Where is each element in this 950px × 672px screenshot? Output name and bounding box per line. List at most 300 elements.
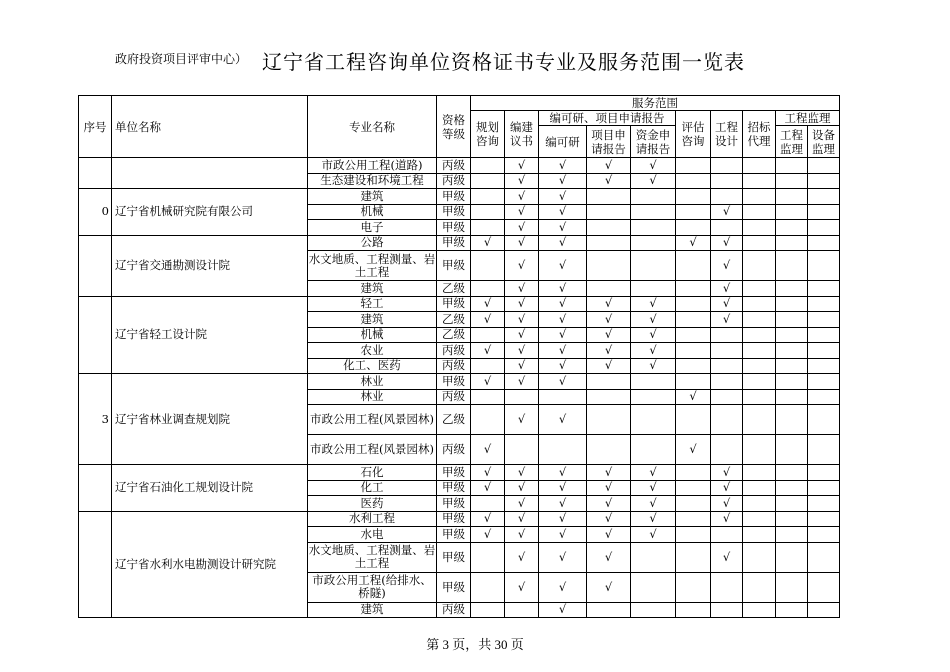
scope-cell: [711, 343, 743, 359]
scope-cell: [587, 511, 631, 527]
check-mark: √: [558, 480, 567, 495]
scope-cell: [631, 511, 676, 527]
scope-cell: [505, 189, 539, 205]
scope-cell: [471, 435, 505, 465]
scope-cell: [631, 296, 676, 312]
grade-cell: 丙级: [437, 602, 471, 618]
scope-cell: [808, 465, 840, 481]
grade-cell: 甲级: [437, 235, 471, 251]
scope-cell: [631, 204, 676, 220]
scope-cell: [471, 374, 505, 390]
scope-cell: [587, 374, 631, 390]
check-mark: √: [689, 235, 697, 250]
scope-cell: [676, 343, 711, 359]
scope-cell: [587, 527, 631, 543]
check-mark: √: [558, 235, 567, 250]
scope-cell: [676, 389, 711, 405]
grade-cell: 乙级: [437, 312, 471, 328]
scope-cell: [676, 511, 711, 527]
scope-cell: [676, 602, 711, 618]
check-mark: √: [517, 342, 526, 357]
scope-cell: [471, 189, 505, 205]
scope-cell: [776, 527, 808, 543]
scope-cell: [505, 343, 539, 359]
specialty-cell: 水文地质、工程测量、岩土工程: [308, 543, 436, 570]
unit-name-cell: [112, 158, 308, 189]
scope-cell: [711, 542, 743, 572]
scope-cell: [471, 496, 505, 512]
check-mark: √: [604, 311, 613, 326]
scope-cell: [676, 480, 711, 496]
check-mark: √: [517, 549, 526, 564]
check-mark: √: [604, 579, 613, 594]
check-mark: √: [649, 296, 657, 311]
scope-cell: [743, 465, 776, 481]
scope-cell: [743, 358, 776, 374]
scope-cell: [505, 527, 539, 543]
page-footer: 第 3 页，共 30 页: [426, 637, 524, 652]
check-mark: √: [558, 464, 567, 479]
scope-cell: [776, 220, 808, 236]
check-mark: √: [517, 373, 526, 388]
check-mark: √: [689, 389, 697, 404]
scope-cell: [587, 602, 631, 618]
scope-cell: [776, 189, 808, 205]
scope-cell: [676, 572, 711, 602]
scope-cell: [776, 281, 808, 297]
seq-cell: 3: [79, 374, 112, 465]
scope-cell: [471, 511, 505, 527]
scope-cell: [743, 435, 776, 465]
scope-cell: [539, 358, 587, 374]
scope-cell: [539, 527, 587, 543]
scope-cell: [471, 358, 505, 374]
scope-cell: [471, 296, 505, 312]
scope-cell: [631, 189, 676, 205]
check-mark: √: [689, 442, 697, 456]
scope-cell: [711, 281, 743, 297]
scope-cell: [676, 220, 711, 236]
scope-cell: [676, 235, 711, 251]
scope-cell: [776, 465, 808, 481]
check-mark: √: [649, 526, 657, 541]
scope-cell: [587, 465, 631, 481]
scope-cell: [776, 542, 808, 572]
scope-cell: [471, 343, 505, 359]
grade-cell: 乙级: [437, 281, 471, 297]
check-mark: √: [649, 157, 657, 172]
specialty-cell: 林业: [308, 374, 437, 390]
scope-cell: [505, 173, 539, 189]
scope-cell: [587, 389, 631, 405]
header-specialty: 专业名称: [308, 96, 437, 158]
scope-cell: [711, 527, 743, 543]
check-mark: √: [558, 495, 567, 510]
scope-cell: [808, 435, 840, 465]
scope-cell: [711, 374, 743, 390]
scope-cell: [743, 251, 776, 281]
check-mark: √: [649, 480, 657, 495]
check-mark: √: [517, 579, 526, 594]
scope-cell: [808, 527, 840, 543]
scope-cell: [676, 542, 711, 572]
check-mark: √: [517, 188, 526, 203]
scope-cell: [505, 511, 539, 527]
scope-cell: [587, 158, 631, 174]
scope-cell: [539, 327, 587, 343]
grade-cell: 甲级: [437, 204, 471, 220]
scope-cell: [505, 435, 539, 465]
scope-cell: [505, 220, 539, 236]
check-mark: √: [517, 280, 526, 295]
scope-cell: [808, 343, 840, 359]
scope-cell: [776, 235, 808, 251]
scope-cell: [676, 374, 711, 390]
scope-cell: [505, 251, 539, 281]
check-mark: √: [558, 258, 567, 272]
check-mark: √: [722, 235, 731, 250]
check-mark: √: [604, 173, 613, 188]
check-mark: √: [722, 495, 731, 510]
check-mark: √: [558, 296, 567, 311]
scope-cell: [471, 158, 505, 174]
scope-cell: [776, 572, 808, 602]
grade-cell: 丙级: [437, 343, 471, 359]
check-mark: √: [722, 311, 731, 326]
header-design: 工程设计: [711, 111, 743, 158]
table-row: [79, 296, 840, 312]
unit-name-cell: 辽宁省交通勘测设计院: [112, 235, 308, 296]
scope-cell: [743, 511, 776, 527]
scope-cell: [505, 312, 539, 328]
scope-cell: [471, 405, 505, 435]
scope-cell: [808, 496, 840, 512]
header-feas-group: 编可研、项目申请报告: [539, 111, 676, 126]
scope-cell: [587, 296, 631, 312]
scope-cell: [587, 405, 631, 435]
grade-cell: 甲级: [437, 189, 471, 205]
check-mark: √: [517, 480, 526, 495]
header-grade: 资格等级: [437, 96, 471, 158]
check-mark: √: [517, 235, 526, 250]
scope-cell: [505, 496, 539, 512]
scope-cell: [808, 405, 840, 435]
scope-cell: [808, 281, 840, 297]
scope-cell: [539, 374, 587, 390]
scope-cell: [505, 405, 539, 435]
scope-cell: [539, 189, 587, 205]
scope-cell: [471, 542, 505, 572]
check-mark: √: [604, 511, 613, 526]
scope-cell: [539, 435, 587, 465]
table-row: [79, 189, 840, 205]
scope-cell: [776, 496, 808, 512]
specialty-cell: 建筑: [308, 312, 437, 328]
scope-cell: [676, 251, 711, 281]
specialty-cell: 水文地质、工程测量、岩土工程: [308, 251, 436, 279]
check-mark: √: [483, 296, 492, 311]
grade-cell: 甲级: [437, 251, 471, 281]
scope-cell: [631, 312, 676, 328]
scope-cell: [711, 389, 743, 405]
specialty-cell: 医药: [308, 496, 437, 512]
scope-cell: [539, 465, 587, 481]
grade-cell: 乙级: [437, 327, 471, 343]
scope-cell: [711, 435, 743, 465]
scope-cell: [808, 602, 840, 618]
check-mark: √: [649, 327, 657, 342]
scope-cell: [776, 173, 808, 189]
scope-cell: [808, 511, 840, 527]
scope-cell: [471, 251, 505, 281]
specialty-cell: 机械: [308, 327, 437, 343]
scope-cell: [505, 465, 539, 481]
grade-cell: 乙级: [437, 405, 471, 435]
specialty-cell: 生态建设和环境工程: [308, 173, 437, 189]
check-mark: √: [558, 358, 567, 373]
scope-cell: [676, 204, 711, 220]
scope-cell: [711, 220, 743, 236]
scope-cell: [587, 312, 631, 328]
scope-cell: [676, 312, 711, 328]
scope-cell: [587, 542, 631, 572]
scope-cell: [505, 358, 539, 374]
scope-cell: [711, 327, 743, 343]
check-mark: √: [604, 480, 613, 495]
scope-cell: [631, 235, 676, 251]
scope-cell: [808, 204, 840, 220]
specialty-cell: 市政公用工程(风景园林): [308, 435, 437, 465]
table-row: [79, 235, 840, 251]
scope-cell: [808, 235, 840, 251]
scope-cell: [743, 480, 776, 496]
check-mark: √: [604, 296, 613, 311]
check-mark: √: [483, 373, 492, 388]
check-mark: √: [649, 342, 657, 357]
check-mark: √: [483, 235, 492, 250]
scope-cell: [505, 389, 539, 405]
header-sup-eng: 工程监理: [776, 126, 808, 158]
scope-cell: [471, 173, 505, 189]
scope-cell: [539, 542, 587, 572]
grade-cell: 甲级: [437, 465, 471, 481]
seq-cell: 0: [79, 189, 112, 236]
scope-cell: [471, 602, 505, 618]
scope-cell: [711, 296, 743, 312]
scope-cell: [587, 173, 631, 189]
check-mark: √: [649, 311, 657, 326]
scope-cell: [539, 602, 587, 618]
scope-cell: [711, 251, 743, 281]
scope-cell: [471, 480, 505, 496]
scope-cell: [539, 173, 587, 189]
specialty-cell: 公路: [308, 235, 437, 251]
scope-cell: [676, 465, 711, 481]
specialty-cell: 轻工: [308, 296, 437, 312]
scope-cell: [471, 572, 505, 602]
scope-cell: [711, 511, 743, 527]
check-mark: √: [517, 204, 526, 219]
specialty-cell: 建筑: [308, 189, 437, 205]
scope-cell: [676, 496, 711, 512]
scope-cell: [776, 435, 808, 465]
check-mark: √: [517, 358, 526, 373]
scope-cell: [631, 496, 676, 512]
scope-cell: [743, 296, 776, 312]
specialty-cell: 市政公用工程(道路): [308, 158, 437, 174]
scope-cell: [631, 374, 676, 390]
check-mark: √: [604, 342, 613, 357]
scope-cell: [711, 358, 743, 374]
scope-cell: [539, 204, 587, 220]
scope-cell: [505, 480, 539, 496]
scope-cell: [808, 542, 840, 572]
scope-cell: [808, 358, 840, 374]
scope-cell: [631, 251, 676, 281]
grade-cell: 甲级: [437, 542, 471, 572]
check-mark: √: [722, 464, 731, 479]
scope-cell: [711, 496, 743, 512]
scope-cell: [587, 358, 631, 374]
scope-cell: [471, 465, 505, 481]
scope-cell: [505, 158, 539, 174]
scope-cell: [631, 327, 676, 343]
scope-cell: [676, 405, 711, 435]
scope-cell: [539, 281, 587, 297]
scope-cell: [743, 496, 776, 512]
scope-cell: [539, 251, 587, 281]
grade-cell: 丙级: [437, 389, 471, 405]
scope-cell: [539, 235, 587, 251]
specialty-cell: 水电: [308, 527, 437, 543]
scope-cell: [631, 389, 676, 405]
header-feas: 编可研: [539, 126, 587, 158]
scope-cell: [711, 572, 743, 602]
scope-cell: [711, 158, 743, 174]
table-row: [79, 158, 840, 174]
scope-cell: [631, 435, 676, 465]
scope-cell: [711, 204, 743, 220]
org-name: 政府投资项目评审中心）: [115, 52, 248, 66]
check-mark: √: [558, 311, 567, 326]
header-plan: 规划咨询: [471, 111, 505, 158]
check-mark: √: [722, 258, 731, 272]
scope-cell: [587, 251, 631, 281]
scope-cell: [808, 296, 840, 312]
scope-cell: [776, 204, 808, 220]
scope-cell: [676, 358, 711, 374]
seq-cell: [79, 158, 112, 189]
specialty-cell: 建筑: [308, 281, 437, 297]
check-mark: √: [558, 526, 567, 541]
scope-cell: [587, 327, 631, 343]
scope-cell: [743, 189, 776, 205]
scope-cell: [776, 327, 808, 343]
scope-cell: [505, 602, 539, 618]
check-mark: √: [517, 258, 526, 272]
check-mark: √: [604, 549, 613, 564]
scope-cell: [711, 480, 743, 496]
grade-cell: 甲级: [437, 572, 471, 602]
scope-cell: [539, 343, 587, 359]
scope-cell: [711, 465, 743, 481]
scope-cell: [631, 465, 676, 481]
check-mark: √: [558, 173, 567, 188]
grade-cell: 甲级: [437, 511, 471, 527]
check-mark: √: [517, 464, 526, 479]
grade-cell: 丙级: [437, 358, 471, 374]
scope-cell: [711, 405, 743, 435]
check-mark: √: [483, 342, 492, 357]
scope-cell: [743, 542, 776, 572]
scope-cell: [539, 389, 587, 405]
header-bid: 招标代理: [743, 111, 776, 158]
check-mark: √: [558, 342, 567, 357]
grade-cell: 甲级: [437, 296, 471, 312]
scope-cell: [471, 527, 505, 543]
grade-cell: 甲级: [437, 220, 471, 236]
check-mark: √: [517, 511, 526, 526]
check-mark: √: [558, 511, 567, 526]
scope-cell: [471, 204, 505, 220]
scope-cell: [505, 296, 539, 312]
scope-cell: [808, 173, 840, 189]
scope-cell: [743, 281, 776, 297]
scope-cell: [743, 312, 776, 328]
scope-cell: [631, 358, 676, 374]
header-fund-app: 资金申请报告: [631, 126, 676, 158]
check-mark: √: [604, 526, 613, 541]
check-mark: √: [483, 526, 492, 541]
specialty-cell: 农业: [308, 343, 437, 359]
header-proj-app: 项目申请报告: [587, 126, 631, 158]
scope-cell: [471, 312, 505, 328]
check-mark: √: [722, 204, 731, 219]
scope-cell: [776, 158, 808, 174]
scope-cell: [808, 189, 840, 205]
scope-cell: [743, 327, 776, 343]
scope-cell: [776, 480, 808, 496]
scope-cell: [539, 296, 587, 312]
scope-cell: [505, 204, 539, 220]
check-mark: √: [604, 327, 613, 342]
specialty-cell: 化工: [308, 480, 437, 496]
scope-cell: [743, 158, 776, 174]
scope-cell: [587, 281, 631, 297]
scope-cell: [505, 374, 539, 390]
check-mark: √: [483, 311, 492, 326]
scope-cell: [711, 189, 743, 205]
scope-cell: [808, 327, 840, 343]
scope-cell: [631, 173, 676, 189]
specialty-cell: 化工、医药: [308, 358, 437, 374]
scope-cell: [505, 281, 539, 297]
scope-cell: [631, 527, 676, 543]
scope-cell: [539, 220, 587, 236]
check-mark: √: [604, 464, 613, 479]
scope-cell: [808, 312, 840, 328]
scope-cell: [505, 327, 539, 343]
check-mark: √: [649, 495, 657, 510]
grade-cell: 丙级: [437, 435, 471, 465]
scope-cell: [587, 235, 631, 251]
specialty-cell: 市政公用工程(给排水、桥隧): [308, 572, 437, 602]
grade-cell: 丙级: [437, 158, 471, 174]
scope-cell: [539, 496, 587, 512]
seq-cell: [79, 465, 112, 512]
scope-cell: [808, 572, 840, 602]
scope-cell: [676, 435, 711, 465]
